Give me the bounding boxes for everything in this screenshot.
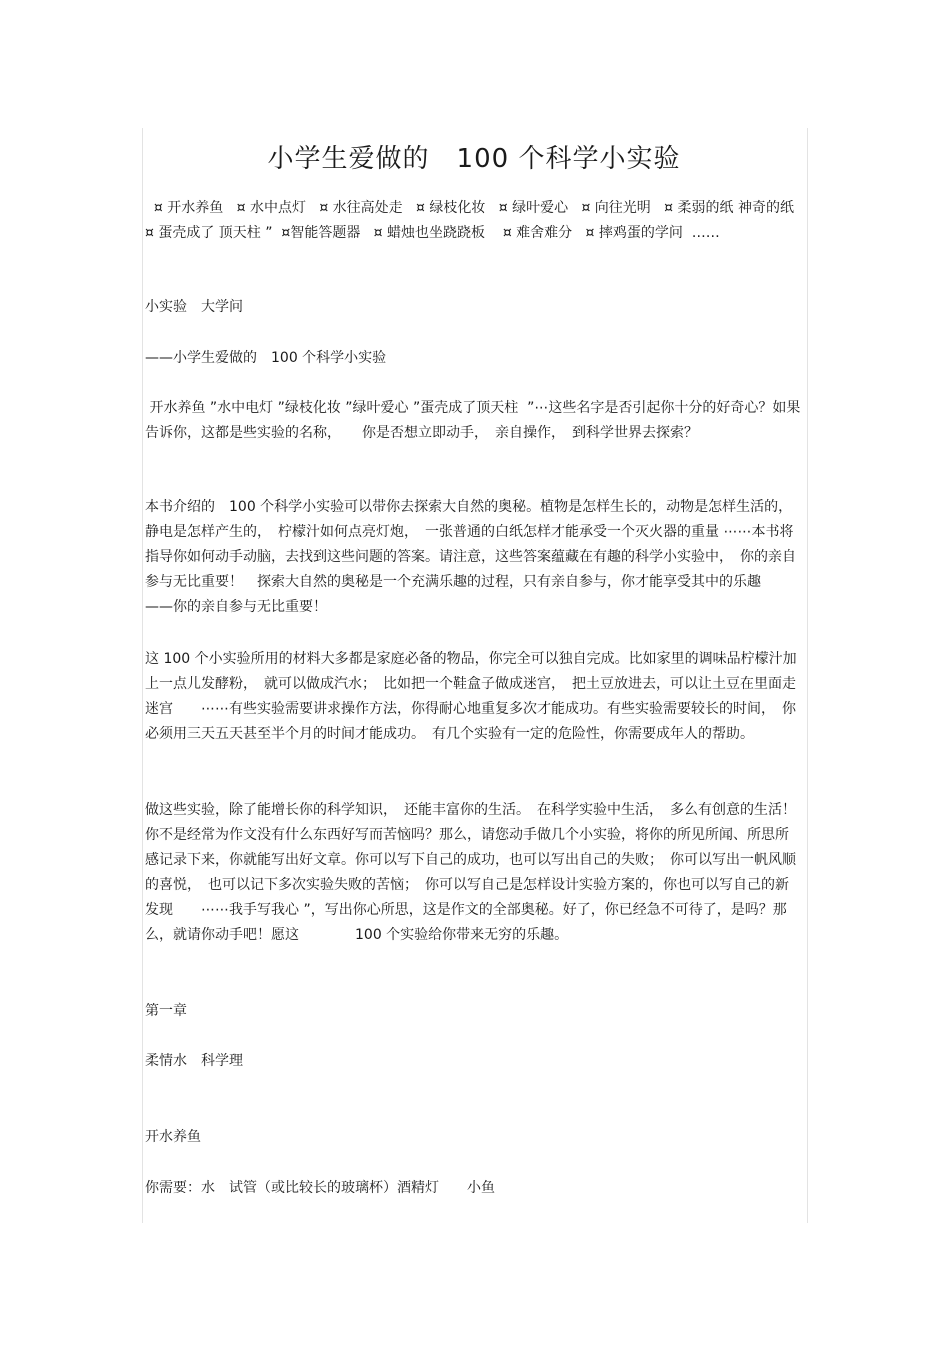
- document-title: 小学生爱做的 100 个科学小实验: [267, 144, 681, 174]
- subtitle: ——小学生爱做的 100 个科学小实验: [145, 350, 387, 366]
- intro-paragraph: 开水养鱼 ”水中电灯 ”绿枝化妆 ”绿叶爱心 ”蛋壳成了顶天柱 ”⋯这些名字是否引起你十分的好奇心？如果告诉你，这都是些实验的名称， 你是否想立即动手， 亲自操作， 到科学世界去探索？: [145, 400, 801, 441]
- body-paragraph-2: 这 100 个小实验所用的材料大多都是家庭必备的物品，你完全可以独自完成。比如家里的调味品柠檬汁加上一点儿发酵粉， 就可以做成汽水； 比如把一个鞋盒子做成迷宫， 把土豆放进去，可以让土豆在里面走迷宫 ⋯⋯有些实验需要讲求操作方法，你得耐心地重复多次才能成功。有些实验需要较长的时间， 你必须用三天五天甚至半个月的时间才能成功。 有几个实验有一定的危险性，你需要成年人的帮助。: [145, 651, 797, 742]
- chapter-title: 柔情水 科学理: [145, 1053, 243, 1069]
- body-paragraph-1: 本书介绍的 100 个科学小实验可以带你去探索大自然的奥秘。植物是怎样生长的，动物是怎样生活的， 静电是怎样产生的， 柠檬汁如何点亮灯炮， 一张普通的白纸怎样才能承受一个灭火器的重量 ⋯⋯本书将指导你如何动手动脑，去找到这些问题的答案。请注意，这些答案蕴藏在有趣的科学小实验中， 你的亲自参与无比重要！ 探索大自然的奥秘是一个充满乐趣的过程，只有亲自参与，你才能享受其中的乐趣 ——你的亲自参与无比重要！: [145, 499, 800, 615]
- materials-line: 你需要：水 试管（或比较长的玻璃杯）酒精灯 小鱼: [145, 1180, 495, 1196]
- table-of-contents: ¤ 开水养鱼 ¤ 水中点灯 ¤ 水往高处走 ¤ 绿枝化妆 ¤ 绿叶爱心 ¤ 向往光明 ¤ 柔弱的纸 神奇的纸 ¤ 蛋壳成了 顶天柱 ” ¤智能答题器 ¤ 蜡烛也坐跷跷板 ¤ 难舍难分 ¤ 摔鸡蛋的学问 ……: [145, 200, 808, 241]
- slogan: 小实验 大学问: [145, 299, 243, 315]
- experiment-title: 开水养鱼: [145, 1129, 201, 1145]
- chapter-label: 第一章: [145, 1003, 187, 1019]
- body-paragraph-3: 做这些实验，除了能增长你的科学知识， 还能丰富你的生活。 在科学实验中生活， 多么有创意的生活！你不是经常为作文没有什么东西好写而苦恼吗？那么，请您动手做几个小实验，将你的所见所闻、所思所感记录下来，你就能写出好文章。你可以写下自己的成功，也可以写出自己的失败； 你可以写出一帆风顺的喜悦， 也可以记下多次实验失败的苦恼； 你可以写自己是怎样设计实验方案的，你也可以写自己的新发现 ⋯⋯我手写我心 ”，写出你心所思，这是作文的全部奥秘。好了，你已经急不可待了，是吗？那么，就请你动手吧！愿这 100 个实验给你带来无穷的乐趣。: [145, 802, 796, 943]
